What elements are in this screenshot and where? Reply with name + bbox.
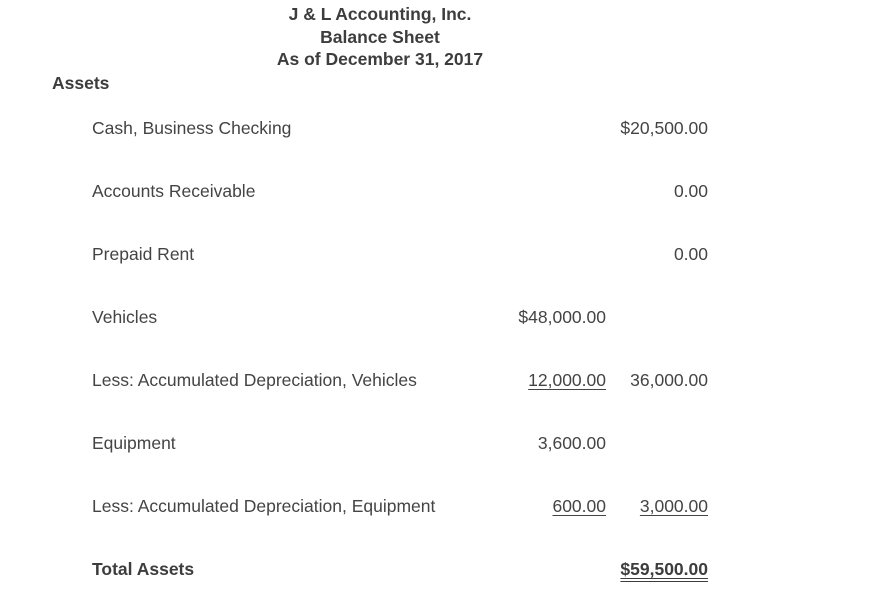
row-label: Cash, Business Checking: [92, 118, 292, 138]
row-label: Equipment: [92, 433, 176, 453]
row-subamount: 600.00: [552, 496, 606, 516]
row-label: Less: Accumulated Depreciation, Equipment: [92, 496, 436, 516]
row-label: Prepaid Rent: [92, 244, 195, 264]
row-amount: 36,000.00: [630, 370, 708, 390]
row-amount: 0.00: [673, 244, 708, 264]
section-title-assets: Assets: [52, 73, 110, 93]
row-label: Vehicles: [92, 307, 158, 327]
company-name: J & L Accounting, Inc.: [288, 4, 472, 24]
row-prepaid-rent: [0, 242, 882, 266]
row-equipment: [0, 431, 882, 455]
report-header: [0, 3, 760, 71]
row-equipment-depreciation: [0, 494, 882, 518]
row-label: Less: Accumulated Depreciation, Vehicles: [92, 370, 417, 390]
row-subamount: $48,000.00: [518, 307, 606, 327]
row-subamount: 3,600.00: [537, 433, 606, 453]
report-title: Balance Sheet: [320, 26, 440, 47]
row-amount: $20,500.00: [620, 118, 708, 138]
row-amount: 0.00: [673, 181, 708, 201]
total-amount: $59,500.00: [620, 559, 708, 579]
report-date: As of December 31, 2017: [276, 49, 484, 69]
total-label: Total Assets: [92, 559, 195, 579]
row-total-assets: [0, 557, 882, 581]
row-vehicles-depreciation: [0, 368, 882, 392]
row-subamount: 12,000.00: [528, 370, 606, 390]
row-accounts-receivable: [0, 179, 882, 203]
row-amount: 3,000.00: [639, 496, 708, 516]
row-cash: [0, 116, 882, 140]
row-vehicles: [0, 305, 882, 329]
row-label: Accounts Receivable: [92, 181, 256, 201]
